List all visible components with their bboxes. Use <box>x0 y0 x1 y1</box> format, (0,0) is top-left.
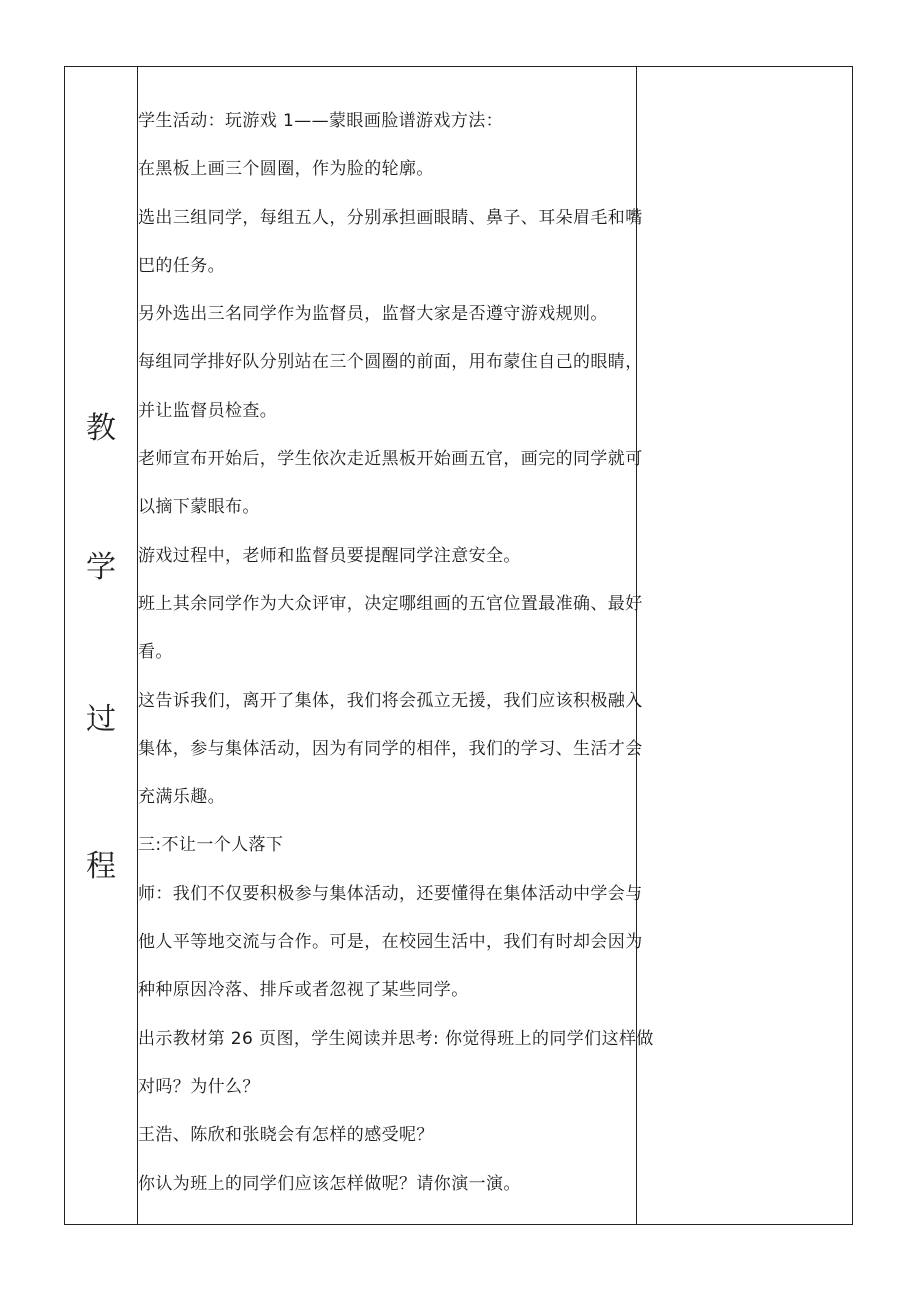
text-line: 在黑板上画三个圆圈，作为脸的轮廓。 <box>138 159 434 180</box>
text-line: 游戏过程中，老师和监督员要提醒同学注意安全。 <box>138 545 521 566</box>
text-line: 每组同学排好队分别站在三个圆圈的前面，用布蒙住自己的眼睛， <box>138 352 643 373</box>
text-line: 班上其余同学作为大众评审，决定哪组画的五官位置最准确、最好 <box>138 593 643 614</box>
text-line: 并让监督员检查。 <box>138 400 278 421</box>
side-label-char: 学 <box>86 550 116 585</box>
text-line: 老师宣布开始后，学生依次走近黑板开始画五官，画完的同学就可 <box>138 449 643 470</box>
text-line: 王浩、陈欣和张晓会有怎样的感受呢？ <box>138 1125 434 1146</box>
text-line: 种种原因冷落、排斥或者忽视了某些同学。 <box>138 980 469 1001</box>
side-label-char: 教 <box>86 411 116 446</box>
side-label-char: 程 <box>86 849 116 884</box>
lesson-content <box>138 104 654 1215</box>
text-line: 你认为班上的同学们应该怎样做呢？请你演一演。 <box>138 1173 521 1194</box>
text-line: 他人平等地交流与合作。可是，在校园生活中，我们有时却会因为 <box>138 932 643 953</box>
text-line: 选出三组同学，每组五人，分别承担画眼睛、鼻子、耳朵眉毛和嘴 <box>138 207 643 228</box>
text-line: 充满乐趣。 <box>138 787 225 808</box>
text-line: 对吗？为什么？ <box>138 1076 260 1097</box>
text-line: 这告诉我们，离开了集体，我们将会孤立无援，我们应该积极融入 <box>138 690 643 711</box>
side-label-char: 过 <box>86 702 116 737</box>
lesson-table <box>64 66 853 1225</box>
column-divider-right <box>636 67 637 1224</box>
text-line: 看。 <box>138 642 173 663</box>
text-line: 另外选出三名同学作为监督员，监督大家是否遵守游戏规则。 <box>138 304 608 325</box>
text-line: 巴的任务。 <box>138 255 225 276</box>
section-heading: 三:不让一个人落下 <box>138 835 284 856</box>
text-line: 集体，参与集体活动，因为有同学的相伴，我们的学习、生活才会 <box>138 738 643 759</box>
text-line: 出示教材第 26 页图，学生阅读并思考: 你觉得班上的同学们这样做 <box>138 1028 654 1049</box>
text-line: 以摘下蒙眼布。 <box>138 497 260 518</box>
text-line: 学生活动：玩游戏 1——蒙眼画脸谱游戏方法： <box>138 111 504 131</box>
text-line: 师：我们不仅要积极参与集体活动，还要懂得在集体活动中学会与 <box>138 883 643 904</box>
